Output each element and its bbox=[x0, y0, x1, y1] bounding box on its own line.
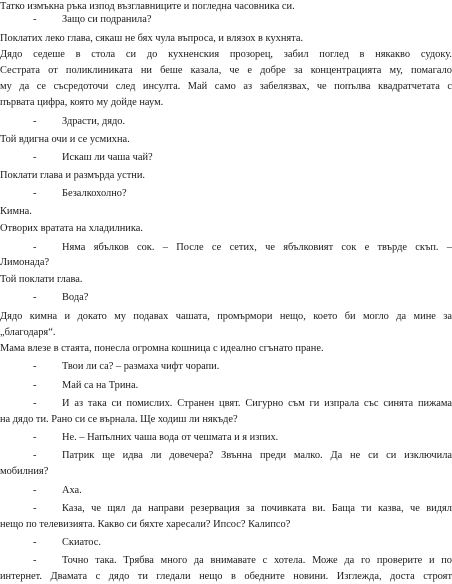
dialogue-line: Аха. bbox=[62, 484, 82, 496]
dialogue-dash: - bbox=[33, 502, 37, 514]
text-line: на дядо ти. Рано си се върнала. Ще ходиш ли някъде? bbox=[0, 413, 238, 425]
dialogue-dash: - bbox=[33, 116, 37, 128]
text-line: му да се съсредоточи след инсулта. Май само аз забелязвах, че попълва квадратчетата с bbox=[0, 81, 452, 93]
dialogue-dash: - bbox=[33, 432, 37, 444]
dialogue-dash: - bbox=[33, 361, 37, 373]
text-line: Дядо кимна и докато му подавах чашата, промърмори нещо, което би могло да мине за bbox=[0, 310, 452, 322]
dialogue-dash: - bbox=[33, 151, 37, 163]
text-line: Мама влезе в стаята, понесла огромна кошница с идеално сгънато пране. bbox=[0, 343, 324, 355]
dialogue-line: Патрик ще идва ли довечера? Звънна преди малко. Да не си си изключила bbox=[62, 450, 452, 462]
text-line: Той поклати глава. bbox=[0, 274, 83, 286]
dialogue-line: Твои ли са? – размаха чифт чорапи. bbox=[62, 361, 220, 373]
dialogue-dash: - bbox=[33, 536, 37, 548]
dialogue-line: Точно така. Трябва много да внимавате с хотела. Може да го проверите и по bbox=[62, 555, 452, 567]
dialogue-line: Не. – Напълних чаша вода от чешмата и я изпих. bbox=[62, 432, 279, 444]
dialogue-dash: - bbox=[33, 484, 37, 496]
text-line: Лимонада? bbox=[0, 257, 50, 269]
dialogue-dash: - bbox=[33, 397, 37, 409]
text-line: Той вдигна очи и се усмихна. bbox=[0, 133, 130, 145]
text-line: Дядо седеше в стола си до кухненския прозорец, забил поглед в някакво судоку. bbox=[0, 48, 452, 60]
dialogue-dash: - bbox=[33, 241, 37, 253]
text-line: първата цифра, която му дойде наум. bbox=[0, 97, 164, 109]
dialogue-dash: - bbox=[33, 450, 37, 462]
dialogue-line: Безалкохолно? bbox=[62, 188, 127, 200]
dialogue-line: И аз така си помислих. Странен цвят. Сигурно съм ги изпрала със синята пижама bbox=[62, 397, 452, 409]
text-line: „благодаря“. bbox=[0, 326, 56, 338]
text-line: нещо по телевизията. Какво си бяхте харесали? Ипсос? Калипсо? bbox=[0, 518, 291, 530]
text-line: Татко измъкна ръка изпод възглавниците и погледна часовника си. bbox=[0, 1, 295, 12]
dialogue-dash: - bbox=[33, 188, 37, 200]
dialogue-line: Каза, че щял да направи резервация за почивката ви. Баща ти казва, че видял bbox=[62, 502, 452, 514]
dialogue-dash: - bbox=[33, 555, 37, 567]
text-line: Сестрата от поликлиниката ни беше казала, че е добре за концентрацията му, помагало bbox=[0, 65, 452, 77]
dialogue-line: Вода? bbox=[62, 292, 89, 304]
text-line: Поклатих леко глава, сякаш не бях чула въпроса, и влязох в кухнята. bbox=[0, 32, 304, 44]
dialogue-line: Здрасти, дядо. bbox=[62, 116, 126, 128]
text-line: Поклати глава и размърда устни. bbox=[0, 170, 145, 182]
dialogue-line: Няма ябълков сок. – После се сетих, че ябълковият сок е твърде скъп. – bbox=[62, 241, 452, 253]
text-line: Отворих вратата на хладилника. bbox=[0, 222, 143, 234]
dialogue-dash: - bbox=[33, 379, 37, 391]
text-line: мобилния? bbox=[0, 466, 49, 478]
dialogue-line: Скиатос. bbox=[62, 536, 101, 548]
text-line: Кимна. bbox=[0, 205, 32, 217]
dialogue-line: Защо си подранила? bbox=[62, 13, 152, 25]
dialogue-line: Искаш ли чаша чай? bbox=[62, 151, 153, 163]
dialogue-dash: - bbox=[33, 13, 37, 25]
text-line: интернет. Двамата с дядо ти гледали нещо в обедните новини. Изглежда, доста строят bbox=[0, 571, 452, 582]
dialogue-line: Май са на Трина. bbox=[62, 379, 139, 391]
dialogue-dash: - bbox=[33, 292, 37, 304]
